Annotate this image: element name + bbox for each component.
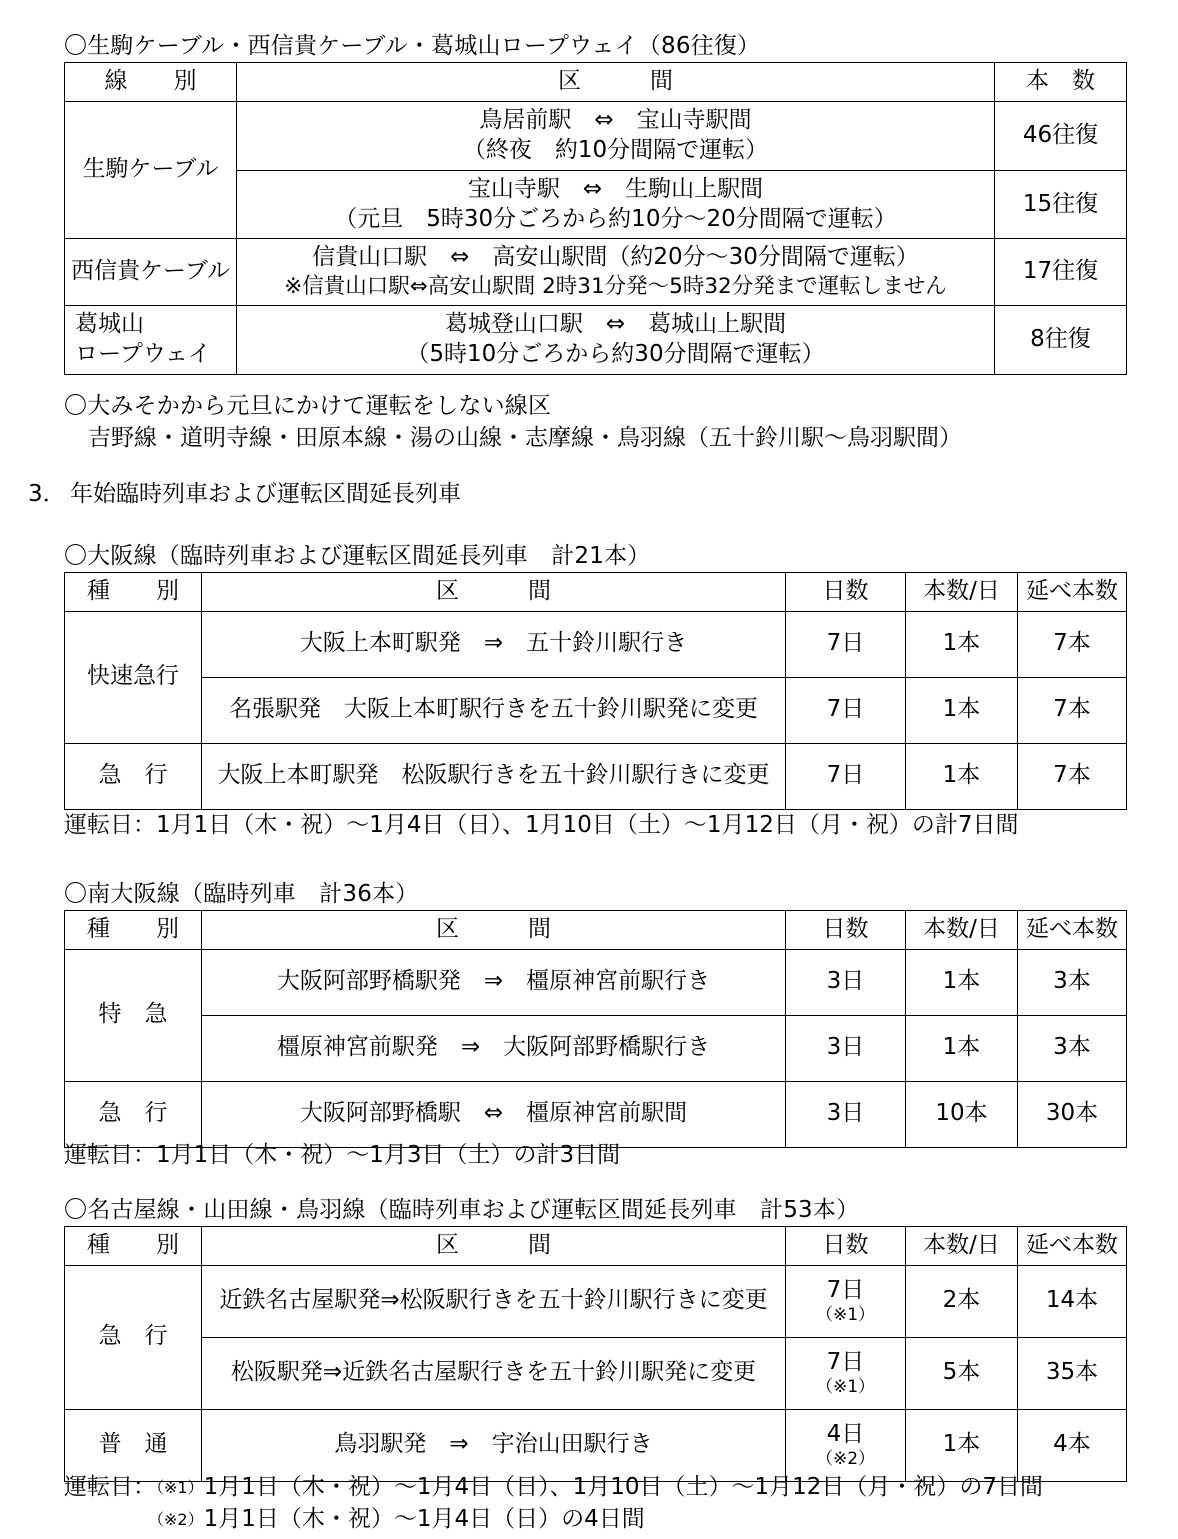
- cell-line-ikoma: 生駒ケーブル: [65, 101, 237, 239]
- section3-title: 年始臨時列車および運転区間延長列車: [70, 481, 461, 507]
- section-text-line2: （5時10分ごろから約30分間隔で運転）: [406, 341, 825, 368]
- cell-count-ikoma-1: 46往復: [995, 101, 1127, 170]
- cell-total: 7本: [1018, 677, 1127, 743]
- cell-per-day: 10本: [906, 1081, 1018, 1147]
- cell-line-nishishigi: 西信貴ケーブル: [65, 239, 237, 306]
- minami-osaka-table-note: 運転日：1月1日（木・祝）～1月3日（土）の計3日間: [64, 1142, 621, 1168]
- cell-section: 松阪駅発⇒近鉄名古屋駅行きを五十鈴川駅発に変更: [202, 1337, 786, 1409]
- section3-number: 3．: [28, 481, 66, 507]
- days-footnote-mark: （※1）: [815, 1305, 876, 1326]
- col-header-type: 種 別: [65, 911, 202, 950]
- cell-section: 大阪上本町駅発 松阪駅行きを五十鈴川駅行きに変更: [202, 743, 786, 809]
- col-header-type: 種 別: [65, 573, 202, 612]
- cell-section: 名張駅発 大阪上本町駅行きを五十鈴川駅発に変更: [202, 677, 786, 743]
- col-header-total: 延べ本数: [1018, 1227, 1127, 1266]
- section-text-line1: 葛城登山口駅 ⇔ 葛城山上駅間: [444, 311, 787, 338]
- table-header-row: [65, 63, 1127, 102]
- nagoya-note-mark-2: （※2）: [148, 1510, 204, 1529]
- section-text-line2: （終夜 約10分間隔で運転）: [462, 136, 769, 163]
- section-text-line2: （元旦 5時30分ごろから約10分～20分間隔で運転）: [334, 205, 897, 232]
- table-row: [65, 743, 1127, 809]
- table-header-row: [65, 1227, 1127, 1266]
- table-row: [65, 1015, 1127, 1081]
- cell-days: [786, 1409, 906, 1481]
- col-header-per-day: 本数/日: [906, 573, 1018, 612]
- cell-days: 7日: [786, 677, 906, 743]
- cell-type-tokkyu: 特 急: [65, 949, 202, 1081]
- col-header-line-type: 線 別: [65, 63, 237, 102]
- cell-total: 14本: [1018, 1265, 1127, 1337]
- col-header-days: 日数: [786, 911, 906, 950]
- cell-per-day: 2本: [906, 1265, 1018, 1337]
- nagoya-note-row-2: [148, 1504, 645, 1534]
- col-header-days: 日数: [786, 1227, 906, 1266]
- cell-per-day: 5本: [906, 1337, 1018, 1409]
- cell-total: 3本: [1018, 1015, 1127, 1081]
- nonoperating-lines-text: 吉野線・道明寺線・田原本線・湯の山線・志摩線・鳥羽線（五十鈴川駅～鳥羽駅間）: [88, 425, 962, 451]
- cell-section: 鳥羽駅発 ⇒ 宇治山田駅行き: [202, 1409, 786, 1481]
- table-row: [65, 306, 1127, 375]
- cell-days: 3日: [786, 949, 906, 1015]
- table-row: [65, 677, 1127, 743]
- table-row: [65, 239, 1127, 306]
- cell-line-katsuragi: [65, 306, 237, 375]
- cell-section: 大阪阿部野橋駅発 ⇒ 橿原神宮前駅行き: [202, 949, 786, 1015]
- cell-per-day: 1本: [906, 949, 1018, 1015]
- cell-per-day: 1本: [906, 677, 1018, 743]
- cell-type-kyuko: 急 行: [65, 1265, 202, 1409]
- days-value: 7日: [826, 1349, 865, 1376]
- table-row: [65, 1337, 1127, 1409]
- col-header-section: 区 間: [202, 1227, 786, 1266]
- days-footnote-mark: （※1）: [815, 1377, 876, 1398]
- cell-section-ikoma-2: [237, 170, 995, 239]
- line-text-line1: 葛城山: [75, 311, 144, 338]
- cell-per-day: 1本: [906, 611, 1018, 677]
- cell-type-kyuko: 急 行: [65, 743, 202, 809]
- nagoya-table-heading: 〇名古屋線・山田線・鳥羽線（臨時列車および運転区間延長列車 計53本）: [64, 1197, 860, 1223]
- section-text-line1: 信貴山口駅 ⇔ 高安山駅間（約20分～30分間隔で運転）: [312, 244, 919, 271]
- table-header-row: [65, 911, 1127, 950]
- nagoya-note-prefix: 運転日：: [64, 1474, 156, 1500]
- minami-osaka-table: [64, 910, 1127, 1148]
- cable-section-heading: 〇生駒ケーブル・西信貴ケーブル・葛城山ロープウェイ（86往復）: [64, 33, 761, 59]
- line-text-line2: ロープウェイ: [75, 341, 211, 368]
- osaka-table-heading: 〇大阪線（臨時列車および運転区間延長列車 計21本）: [64, 543, 651, 569]
- cell-type-kyuko: 急 行: [65, 1081, 202, 1147]
- nagoya-note-text-1: 1月1日（木・祝）～1月4日（日）、1月10日（土）～1月12日（月・祝）の7日間: [203, 1474, 1044, 1500]
- nagoya-note-row-1: [64, 1472, 1043, 1502]
- table-row: [65, 1081, 1127, 1147]
- cell-section-nishishigi: [237, 239, 995, 306]
- cell-days: 7日: [786, 611, 906, 677]
- nonoperating-heading: 〇大みそかから元旦にかけて運転をしない線区: [64, 393, 552, 419]
- table-row: [65, 1265, 1127, 1337]
- cell-section-katsuragi: [237, 306, 995, 375]
- table-row: [65, 611, 1127, 677]
- table-header-row: [65, 573, 1127, 612]
- col-header-per-day: 本数/日: [906, 1227, 1018, 1266]
- cell-days: 7日: [786, 743, 906, 809]
- cell-count-ikoma-2: 15往復: [995, 170, 1127, 239]
- cell-type-futsu: 普 通: [65, 1409, 202, 1481]
- col-header-section: 区 間: [202, 911, 786, 950]
- section-text-line2: ※信貴山口駅⇔高安山駅間 2時31分発～5時32分発まで運転しません: [284, 274, 947, 300]
- nagoya-table: [64, 1226, 1127, 1482]
- cell-type-kaisoku: 快速急行: [65, 611, 202, 743]
- cell-total: 30本: [1018, 1081, 1127, 1147]
- cell-section: 橿原神宮前駅発 ⇒ 大阪阿部野橋駅行き: [202, 1015, 786, 1081]
- cell-per-day: 1本: [906, 1409, 1018, 1481]
- osaka-table-note: 運転日：1月1日（木・祝）～1月4日（日）、1月10日（土）～1月12日（月・祝）の計7日間: [64, 812, 1019, 838]
- section-text-line1: 鳥居前駅 ⇔ 宝山寺駅間: [479, 106, 752, 133]
- days-footnote-mark: （※2）: [815, 1449, 876, 1470]
- cell-section-ikoma-1: [237, 101, 995, 170]
- col-header-total: 延べ本数: [1018, 573, 1127, 612]
- cell-count-katsuragi: 8往復: [995, 306, 1127, 375]
- cell-total: 3本: [1018, 949, 1127, 1015]
- cell-days: 3日: [786, 1081, 906, 1147]
- cell-days: [786, 1337, 906, 1409]
- col-header-section: 区 間: [237, 63, 995, 102]
- nagoya-note-mark-1: （※1）: [156, 1478, 204, 1497]
- osaka-table: [64, 572, 1127, 810]
- cell-total: 7本: [1018, 743, 1127, 809]
- col-header-type: 種 別: [65, 1227, 202, 1266]
- table-row: [65, 1409, 1127, 1481]
- cell-days: [786, 1265, 906, 1337]
- cable-table: [64, 62, 1127, 375]
- table-row: [65, 101, 1127, 170]
- nagoya-note-text-2: 1月1日（木・祝）～1月4日（日）の4日間: [203, 1506, 645, 1532]
- cell-count-nishishigi: 17往復: [995, 239, 1127, 306]
- section-text-line1: 宝山寺駅 ⇔ 生駒山上駅間: [467, 175, 764, 202]
- col-header-count: 本 数: [995, 63, 1127, 102]
- cell-days: 3日: [786, 1015, 906, 1081]
- cell-section: 近鉄名古屋駅発⇒松阪駅行きを五十鈴川駅行きに変更: [202, 1265, 786, 1337]
- col-header-section: 区 間: [202, 573, 786, 612]
- minami-osaka-table-heading: 〇南大阪線（臨時列車 計36本）: [64, 881, 419, 907]
- days-value: 7日: [826, 1277, 865, 1304]
- cell-total: 4本: [1018, 1409, 1127, 1481]
- cell-per-day: 1本: [906, 743, 1018, 809]
- col-header-days: 日数: [786, 573, 906, 612]
- cell-section: 大阪上本町駅発 ⇒ 五十鈴川駅行き: [202, 611, 786, 677]
- table-row: [65, 949, 1127, 1015]
- col-header-total: 延べ本数: [1018, 911, 1127, 950]
- cell-total: 35本: [1018, 1337, 1127, 1409]
- cell-per-day: 1本: [906, 1015, 1018, 1081]
- days-value: 4日: [826, 1421, 865, 1448]
- cell-total: 7本: [1018, 611, 1127, 677]
- cell-section: 大阪阿部野橋駅 ⇔ 橿原神宮前駅間: [202, 1081, 786, 1147]
- col-header-per-day: 本数/日: [906, 911, 1018, 950]
